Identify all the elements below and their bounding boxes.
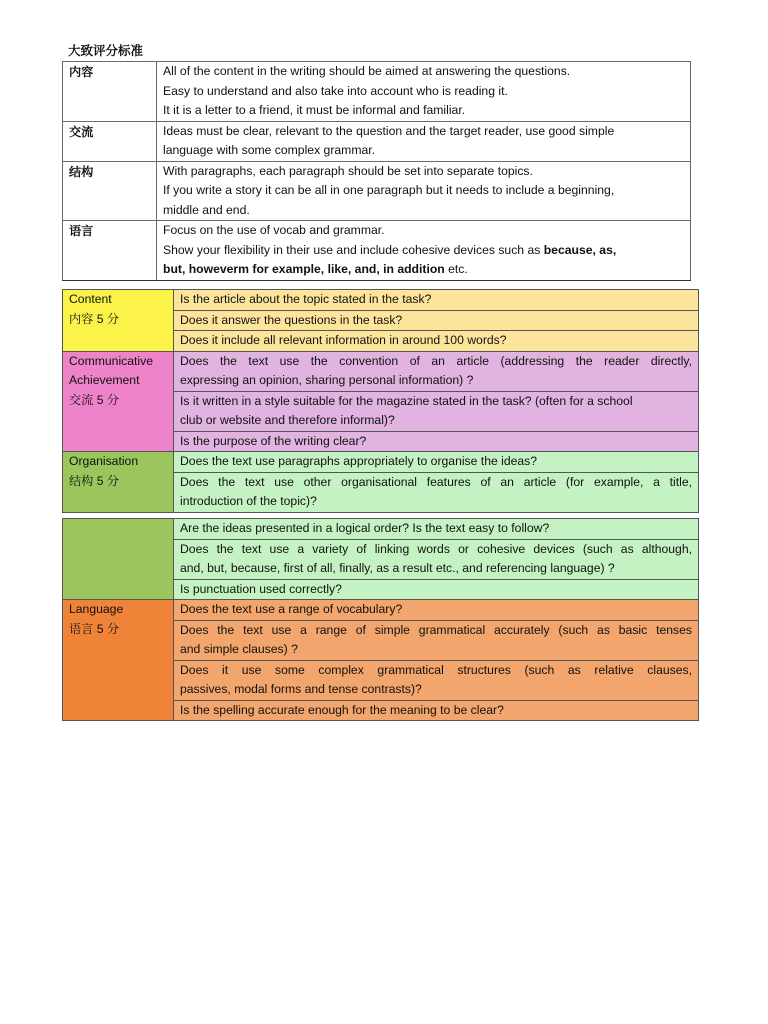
category-cn: 内容 5 分 <box>69 311 120 326</box>
overview-bold-text: because, as, <box>543 242 617 257</box>
question-line: Does the text use a range of simple grammatical accurately (such as basic tenses <box>180 622 692 637</box>
page-heading: 大致评分标准 <box>68 44 144 58</box>
overview-desc <box>157 221 691 281</box>
criteria-question <box>174 660 699 700</box>
criteria-question: Is the article about the topic stated in the task? <box>174 290 699 311</box>
question-line: Does the text use a range of vocabulary? <box>180 602 403 616</box>
question-line: Does the text use other organisational features of an article (for example, a title, <box>180 474 692 489</box>
category-cn: 交流 5 分 <box>69 392 120 407</box>
criteria-question <box>174 351 699 391</box>
overview-line <box>163 260 684 280</box>
criteria-question <box>174 391 699 431</box>
category-name: Language <box>69 602 124 616</box>
question-line: Are the ideas presented in a logical order? Is the text easy to follow? <box>180 521 550 535</box>
criteria-question <box>174 600 699 621</box>
overview-desc <box>157 161 691 221</box>
overview-label: 语言 <box>63 221 157 281</box>
overview-line: Easy to understand and also take into account who is reading it. <box>163 83 508 98</box>
overview-text: etc. <box>444 262 468 276</box>
question-line: Does the text use a variety of linking words or cohesive devices (such as although, <box>180 541 692 556</box>
category-cn: 语言 5 分 <box>69 621 120 636</box>
overview-line: Ideas must be clear, relevant to the question and the target reader, use good simple <box>163 123 615 138</box>
criteria-question <box>174 431 699 452</box>
criteria-question <box>174 539 699 579</box>
criteria-table <box>62 289 699 513</box>
overview-row-language <box>63 221 691 281</box>
question-line: Does the text use the convention of an article (addressing the reader directly, <box>180 353 692 368</box>
question-line: club or website and therefore informal)? <box>180 413 395 427</box>
overview-line: If you write a story it can be all in one paragraph but it needs to include a beginning, <box>163 183 615 197</box>
criteria-question <box>174 579 699 600</box>
criteria-question <box>174 620 699 660</box>
category-organisation <box>63 452 174 513</box>
criteria-row <box>63 290 699 311</box>
question-line: introduction of the topic)? <box>180 494 317 508</box>
category-name: Communicative <box>69 353 153 368</box>
category-cn: 结构 5 分 <box>69 473 120 488</box>
criteria-row <box>63 519 699 540</box>
criteria-question <box>174 452 699 473</box>
overview-row-structure <box>63 161 691 221</box>
overview-table <box>62 61 691 281</box>
criteria-question: Does it answer the questions in the task? <box>174 310 699 331</box>
overview-desc <box>157 62 691 122</box>
question-line: and simple clauses) ? <box>180 642 298 656</box>
question-line: expressing an opinion, sharing personal information) ? <box>180 373 474 387</box>
overview-row-content <box>63 62 691 122</box>
overview-bold-text: but, howeverm for example, like, and, in addition <box>163 262 445 276</box>
question-line: passives, modal forms and tense contrasts)? <box>180 682 422 696</box>
criteria-table-continued <box>62 518 699 721</box>
overview-text: Show your flexibility in their use and include cohesive devices such as <box>163 242 544 257</box>
criteria-row <box>63 600 699 621</box>
overview-line: With paragraphs, each paragraph should be set into separate topics. <box>163 163 533 178</box>
overview-line <box>163 241 684 261</box>
criteria-question <box>174 700 699 721</box>
overview-desc <box>157 121 691 161</box>
category-name: Achievement <box>69 373 140 387</box>
category-content <box>63 290 174 352</box>
criteria-question <box>174 519 699 540</box>
overview-line: All of the content in the writing should be aimed at answering the questions. <box>163 64 571 78</box>
overview-label: 交流 <box>63 121 157 161</box>
question-line: Does the text use paragraphs appropriately to organise the ideas? <box>180 454 538 468</box>
category-communicative <box>63 351 174 452</box>
category-organisation-continued <box>63 519 174 600</box>
overview-line: It it is a letter to a friend, it must be informal and familiar. <box>163 103 466 117</box>
question-line: Is it written in a style suitable for the magazine stated in the task? (often for a school <box>180 393 633 408</box>
question-line: Is punctuation used correctly? <box>180 581 342 596</box>
category-name: Content <box>69 292 112 306</box>
question-line: Is the purpose of the writing clear? <box>180 433 367 448</box>
category-name: Organisation <box>69 454 139 468</box>
overview-line: Focus on the use of vocab and grammar. <box>163 223 385 237</box>
criteria-row <box>63 452 699 473</box>
overview-label: 结构 <box>63 161 157 221</box>
overview-row-communication <box>63 121 691 161</box>
criteria-question <box>174 472 699 512</box>
overview-label: 内容 <box>63 62 157 122</box>
criteria-question: Does it include all relevant information in around 100 words? <box>174 331 699 352</box>
question-line: and, but, because, first of all, finally, as a result etc., and referencing language) ? <box>180 561 615 575</box>
question-line: Is the spelling accurate enough for the meaning to be clear? <box>180 702 504 717</box>
criteria-row <box>63 351 699 391</box>
overview-line: language with some complex grammar. <box>163 143 376 157</box>
overview-line: middle and end. <box>163 202 250 217</box>
category-language <box>63 600 174 721</box>
question-line: Does it use some complex grammatical structures (such as relative clauses, <box>180 662 692 677</box>
